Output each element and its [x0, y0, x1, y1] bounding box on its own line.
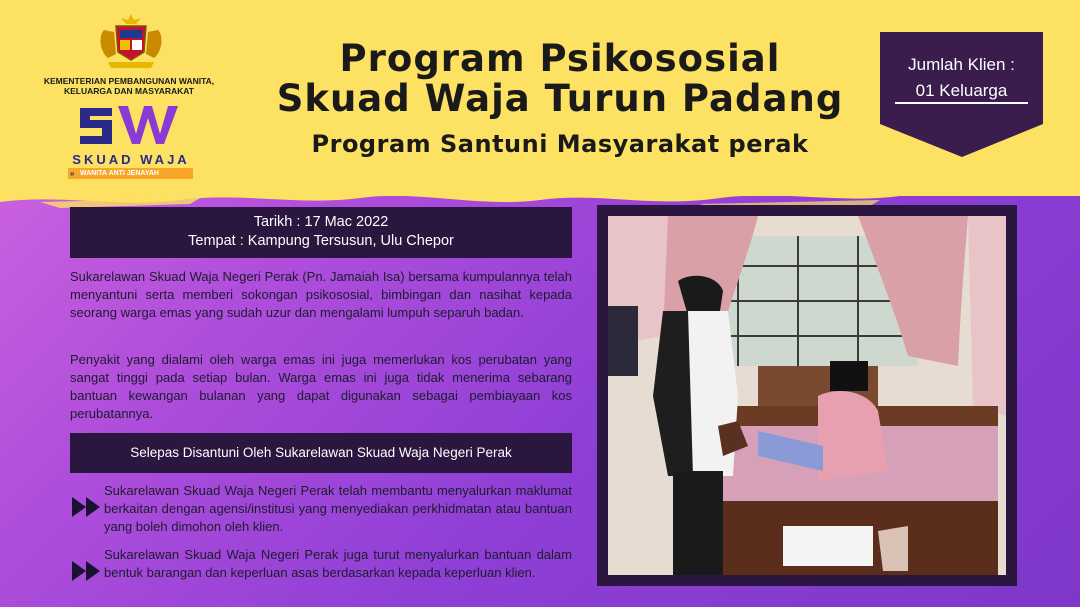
title-line-1: Program Psikososial [339, 37, 781, 80]
logo-tagline [68, 168, 193, 179]
photo-illustration [608, 216, 1006, 575]
event-info-box [70, 207, 572, 258]
title-line-2: Skuad Waja Turun Padang [276, 77, 844, 120]
client-count-value: 01 Keluarga [915, 81, 1008, 100]
badge-divider [895, 102, 1028, 104]
client-count-text [880, 54, 1043, 102]
double-chevron-right-icon [70, 559, 104, 583]
logo-tagline-text: WANITA ANTI JENAYAH [80, 170, 159, 177]
skuad-waja-logo-icon [76, 100, 186, 150]
title-line-3: Program Santuni Masyarakat perak [311, 130, 809, 158]
ministry-name: KEMENTERIAN PEMBANGUNAN WANITA, KELUARGA DAN MASYARAKAT [43, 76, 215, 96]
logo-name: SKUAD WAJA [72, 152, 190, 167]
double-chevron-right-icon [70, 495, 104, 519]
after-bullet-2: Sukarelawan Skuad Waja Negeri Perak juga turut menyalurkan bantuan dalam bentuk barangan dan keperluan asas berdasarkan kepada keperluan klien. [104, 547, 572, 580]
event-date: Tarikh : 17 Mac 2022 [253, 214, 389, 230]
after-section-heading: Selepas Disantuni Oleh Sukarelawan Skuad Waja Negeri Perak [70, 433, 572, 473]
body-paragraph-2: Penyakit yang dialami oleh warga emas ini juga memerlukan kos perubatan yang sangat tinggi pada setiap bulan. Warga emas ini juga tidak menerima sebarang bantuan kewangan bulanan yang dapat digunakan sebagai pembiayaan kos perubatannya. [70, 352, 572, 421]
client-count-label: Jumlah Klien : [908, 55, 1015, 74]
body-paragraph-1: Sukarelawan Skuad Waja Negeri Perak (Pn. Jamaiah Isa) bersama kumpulannya telah menyantuni serta memberi sokongan psikososial, bimbingan dan nasihat kepada seorang warga emas yang sudah uzur dan mengalami lumpuh separuh badan. [70, 269, 572, 320]
malaysia-coat-of-arms-icon [96, 12, 166, 70]
double-chevron-right-icon: » [70, 169, 75, 178]
after-bullet-1: Sukarelawan Skuad Waja Negeri Perak telah membantu menyalurkan maklumat berkaitan dengan agensi/institusi yang menyediakan perkhidmatan atau bantuan yang boleh dimohon oleh klien. [104, 483, 572, 534]
event-place: Tempat : Kampung Tersusun, Ulu Chepor [188, 233, 454, 249]
photo-home-visit [608, 216, 1006, 575]
